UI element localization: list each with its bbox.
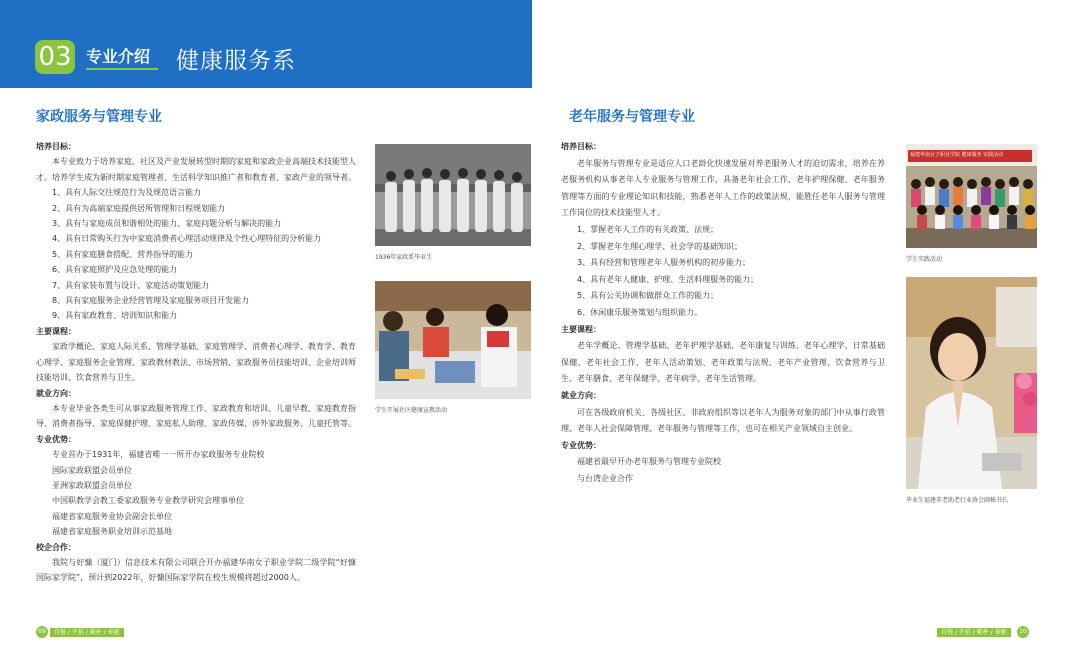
photo-community-caption: 学生开展社区健康宣教活动 bbox=[375, 407, 448, 414]
photo-student-practice-group bbox=[906, 144, 1037, 248]
left-goal-text: 本专业致力于培养家庭、社区及产业发展转型时期的家庭和家政企业高端技术技能型人才。培养学生成为新时期家庭管理者、生活科学知识推广者和教育者、家政产业的领导者。 bbox=[36, 157, 356, 182]
motto-word: 自强 bbox=[54, 629, 67, 636]
list-item: 福建省家庭服务业协会副会长单位 bbox=[52, 511, 172, 521]
header-subtitle-underline bbox=[86, 68, 158, 70]
list-item: 福建省家庭服务职业培训示范基地 bbox=[52, 527, 172, 537]
list-item: 3、具有经营和管理老年人服务机构的初步能力； bbox=[577, 258, 751, 268]
right-career-heading: 就业方向： bbox=[561, 390, 601, 400]
photo-graduate-caption: 毕业生福建养老助老行业协会副秘书长 bbox=[906, 497, 1009, 504]
right-career-text: 可在各级政府机关、各级社区、非政府组织等以老年人为服务对象的部门中从事行政管理、老年人社会保障管理、老年服务与管理等工作，也可在相关产业领域自主创业。 bbox=[561, 407, 885, 434]
right-courses-heading: 主要课程： bbox=[561, 324, 601, 334]
photo-banner-text: 福建华南女子职业学院 健康服务 实践活动 bbox=[910, 152, 1004, 158]
list-item: 5、具有家庭膳食搭配、营养指导的能力 bbox=[52, 249, 194, 259]
list-item: 专业首办于1931年，福建省唯一一所开办家政服务专业院校 bbox=[52, 450, 265, 460]
motto-word: 勤朴 bbox=[89, 629, 102, 636]
photo-community-health-activity bbox=[375, 281, 531, 399]
left-abilities-list bbox=[36, 185, 356, 324]
photo-graduate-portrait bbox=[906, 277, 1037, 489]
left-advantage-heading: 专业优势： bbox=[36, 434, 76, 444]
right-goal-heading: 培养目标： bbox=[561, 142, 601, 151]
right-advantages-list bbox=[561, 454, 885, 487]
photo-1936-graduates bbox=[375, 144, 531, 246]
right-footer-motto: 自强 / 开拓 / 勤朴 / 奉献 bbox=[937, 628, 1011, 637]
left-goal-heading: 培养目标： bbox=[36, 142, 76, 151]
list-item: 中国职教学会教工委家政服务专业教学研究会理事单位 bbox=[52, 496, 244, 506]
right-courses-text: 老年学概论、管理学基础、老年护理学基础、老年康复与训练、老年心理学、日常基础保健、老年社会工作、老年人活动策划、老年政策与法规、老年产业管理、饮食营养与卫生、老年膳食、老年保健学、老年病学、老年生活管理。 bbox=[561, 341, 885, 384]
left-courses-heading: 主要课程： bbox=[36, 326, 76, 336]
left-career-heading: 就业方向： bbox=[36, 388, 76, 398]
list-item: 国际家政联盟会员单位 bbox=[52, 465, 132, 475]
photo-1936-caption: 1936年家政系毕业生 bbox=[375, 254, 433, 261]
list-item: 3、具有与家庭成员和谐相处的能力、家庭问题分析与解决的能力 bbox=[52, 219, 282, 229]
list-item: 1、具有人际交往规范行为及规范语言能力 bbox=[52, 188, 202, 198]
left-major-title: 家政服务与管理专业 bbox=[36, 109, 162, 125]
right-abilities-list bbox=[561, 222, 885, 322]
list-item: 5、具有公关协调和做群众工作的能力； bbox=[577, 291, 719, 301]
list-item: 与台湾企业合作 bbox=[577, 473, 633, 483]
list-item: 亚洲家政联盟会员单位 bbox=[52, 480, 132, 490]
list-item: 7、具有家装布置与设计、家庭活动策划能力 bbox=[52, 280, 210, 290]
header-subtitle: 专业介绍 bbox=[86, 47, 151, 66]
list-item: 福建省最早开办老年服务与管理专业院校 bbox=[577, 457, 721, 467]
left-courses-text: 家政学概论、家庭人际关系、管理学基础、家庭管理学、消费者心理学、教育学、教育心理学、家庭服务企业管理、家政教材教法、市场营销、家政服务员技能培训、企业培训师技能培训、饮食营养与卫生。 bbox=[36, 342, 356, 383]
section-number-badge: 03 bbox=[35, 40, 75, 74]
list-item: 2、具有为高端家庭提供居所管理和日程规划能力 bbox=[52, 203, 226, 213]
left-page-number: 09 bbox=[36, 626, 48, 638]
list-item: 1、掌握老年人工作的有关政策、法规； bbox=[577, 224, 719, 234]
left-coop-text: 我院与好慷（厦门）信息技术有限公司联合开办福建华南女子职业学院二级学院“好慷国际家学院”，预计到2022年，好慷国际家学院在校生规模将超过2000人。 bbox=[36, 557, 356, 583]
header-title: 健康服务系 bbox=[176, 48, 296, 74]
right-column bbox=[561, 139, 885, 487]
photo-practice-caption: 学生实践活动 bbox=[906, 256, 943, 263]
right-page-number: 10 bbox=[1017, 626, 1029, 638]
list-item: 6、具有家庭照护及应急处理的能力 bbox=[52, 265, 178, 275]
right-advantage-heading: 专业优势： bbox=[561, 440, 601, 450]
left-column bbox=[36, 139, 356, 586]
left-footer-motto: 自强 / 开拓 / 勤朴 / 奉献 bbox=[50, 628, 124, 637]
list-item: 8、具有家庭服务企业经营管理及家庭服务项目开发能力 bbox=[52, 296, 250, 306]
motto-word: 奉献 bbox=[994, 629, 1007, 636]
motto-word: 开拓 bbox=[71, 629, 84, 636]
motto-word: 奉献 bbox=[107, 629, 120, 636]
left-career-text: 本专业毕业各类生可从事家政服务管理工作、家政教育和培训、儿童早教、家庭教育指导、消费者指导、家庭保健护理、家庭私人助理、家政传媒、涉外家政服务、儿童托管等。 bbox=[36, 403, 356, 429]
left-coop-heading: 校企合作： bbox=[36, 542, 76, 552]
motto-word: 开拓 bbox=[958, 629, 971, 636]
list-item: 6、休闲康乐服务策划与组织能力。 bbox=[577, 307, 703, 317]
list-item: 2、掌握老年生理心理学、社会学的基础知识； bbox=[577, 241, 743, 251]
list-item: 4、具有日常购买行为中家庭消费者心理活动规律及个性心理特征的分析能力 bbox=[52, 234, 322, 244]
list-item: 9、具有家政教育、培训知识和能力 bbox=[52, 311, 178, 321]
right-major-title: 老年服务与管理专业 bbox=[569, 109, 695, 125]
right-goal-text: 老年服务与管理专业是适应人口老龄化快速发展对养老服务人才的迫切需求，培养在养老服务机构从事老年人专业服务与管理工作，具备老年社会工作、老年护理保健、老年服务管理等方面的专业理论知识和技能，熟悉老年人工作的政策法规，能胜任老年人服务与管理工作岗位的技术技能型人才。 bbox=[561, 158, 885, 218]
motto-word: 自强 bbox=[941, 629, 954, 636]
list-item: 4、具有老年人健康、护理、生活料理服务的能力； bbox=[577, 274, 759, 284]
left-advantages-list bbox=[36, 447, 356, 539]
motto-word: 勤朴 bbox=[976, 629, 989, 636]
